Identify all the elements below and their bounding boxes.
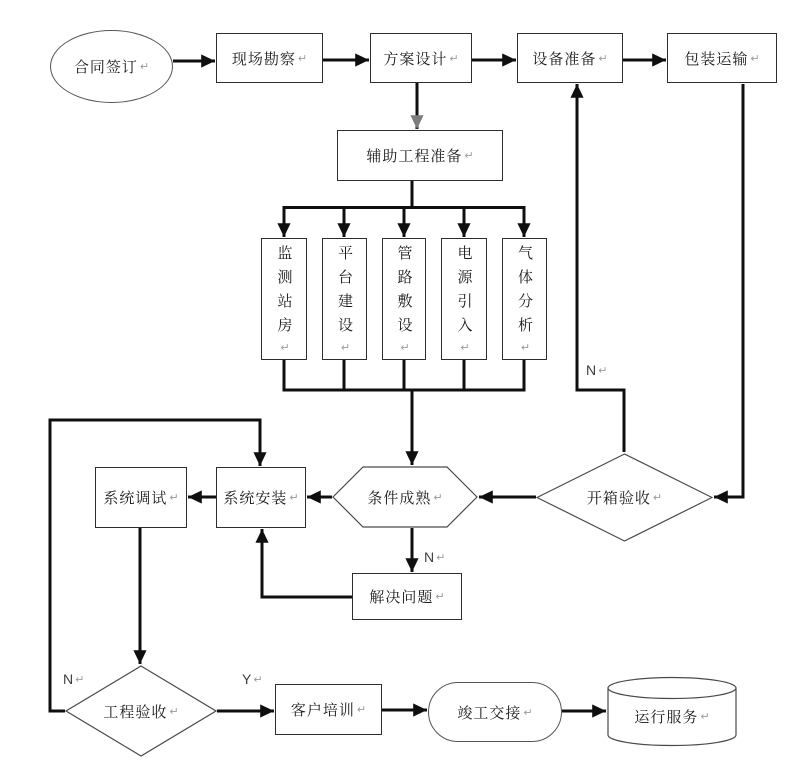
node-system-debugging-label: 系统调试 <box>103 490 168 507</box>
paragraph-mark: ↵ <box>253 673 263 686</box>
paragraph-mark: ↵ <box>297 52 308 65</box>
node-customer-training <box>275 684 382 735</box>
branch-label-unpack-no <box>586 362 607 378</box>
node-power-introduction-label: 电源引入 <box>455 244 473 341</box>
paragraph-mark: ↵ <box>464 150 474 162</box>
paragraph-mark: ↵ <box>433 491 443 504</box>
branch-condition-no-text: N <box>424 549 435 565</box>
node-system-installation <box>216 467 306 528</box>
node-solve-problem <box>352 573 462 620</box>
node-pipeline-laying-label: 管路敷设 <box>395 244 413 341</box>
branch-unpack-no-text: N <box>586 362 597 378</box>
paragraph-mark: ↵ <box>435 591 445 603</box>
node-customer-training-label: 客户培训 <box>290 702 355 719</box>
edge-unpack-no-equipment <box>577 84 624 452</box>
node-packing-transport-label: 包装运输 <box>684 50 749 68</box>
paragraph-mark: ↵ <box>458 340 471 354</box>
paragraph-mark: ↵ <box>169 705 179 718</box>
branch-accept-no-text: N <box>63 671 74 687</box>
paragraph-mark: ↵ <box>436 551 446 564</box>
node-pipeline-laying <box>382 238 426 360</box>
node-site-survey-label: 现场勘察 <box>231 50 296 68</box>
node-unpacking-inspection <box>536 453 713 542</box>
paragraph-mark: ↵ <box>398 340 411 354</box>
paragraph-mark: ↵ <box>750 52 760 65</box>
edge-packing-unpack <box>714 84 743 497</box>
node-contract-signing-label: 合同签订 <box>73 59 138 76</box>
paragraph-mark: ↵ <box>523 706 533 719</box>
node-platform-build <box>322 238 367 360</box>
node-equipment-preparation-label: 设备准备 <box>532 50 597 68</box>
node-unpacking-inspection-label: 开箱验收 <box>586 490 651 507</box>
branch-label-accept-no <box>63 671 84 687</box>
paragraph-mark: ↵ <box>139 61 150 73</box>
node-completion-handover <box>428 682 562 742</box>
node-packing-transport <box>667 33 777 83</box>
branch-label-condition-no <box>424 549 445 565</box>
paragraph-mark: ↵ <box>700 711 710 723</box>
node-monitoring-station <box>261 238 307 360</box>
node-project-acceptance <box>65 665 217 757</box>
paragraph-mark: ↵ <box>278 340 291 354</box>
branch-accept-yes-text: Y <box>242 671 252 687</box>
node-condition-ready-label: 条件成熟 <box>367 489 432 507</box>
paragraph-mark: ↵ <box>519 340 531 354</box>
paragraph-mark: ↵ <box>652 492 663 504</box>
node-condition-ready <box>332 466 478 528</box>
node-operation-service-label: 运行服务 <box>634 709 699 726</box>
node-auxiliary-engineering-prep <box>337 130 503 181</box>
node-platform-build-label: 平台建设 <box>336 244 353 341</box>
branch-label-accept-yes <box>242 671 263 687</box>
node-contract-signing <box>50 30 173 103</box>
node-operation-service <box>607 676 737 747</box>
paragraph-mark: ↵ <box>169 492 179 504</box>
node-system-installation-label: 系统安装 <box>223 490 288 507</box>
node-completion-handover-label: 竣工交接 <box>457 704 522 722</box>
node-monitoring-station-label: 监测站房 <box>275 244 293 341</box>
node-power-introduction <box>441 238 487 360</box>
node-project-acceptance-label: 工程验收 <box>103 703 168 721</box>
node-system-debugging <box>95 467 187 528</box>
node-scheme-design-label: 方案设计 <box>383 50 448 68</box>
paragraph-mark: ↵ <box>598 52 608 65</box>
paragraph-mark: ↵ <box>75 673 85 686</box>
node-equipment-preparation <box>517 33 623 83</box>
paragraph-mark: ↵ <box>598 364 608 377</box>
node-auxiliary-engineering-prep-label: 辅助工程准备 <box>366 148 463 165</box>
paragraph-mark: ↵ <box>339 340 351 354</box>
node-site-survey <box>216 33 323 83</box>
node-gas-analysis-label: 气体分析 <box>516 244 533 341</box>
edge-solve-install <box>262 529 352 597</box>
paragraph-mark: ↵ <box>289 492 299 504</box>
node-solve-problem-label: 解决问题 <box>369 589 434 606</box>
node-scheme-design <box>370 33 472 83</box>
node-gas-analysis <box>502 238 547 360</box>
paragraph-mark: ↵ <box>449 52 459 65</box>
paragraph-mark: ↵ <box>356 704 367 716</box>
